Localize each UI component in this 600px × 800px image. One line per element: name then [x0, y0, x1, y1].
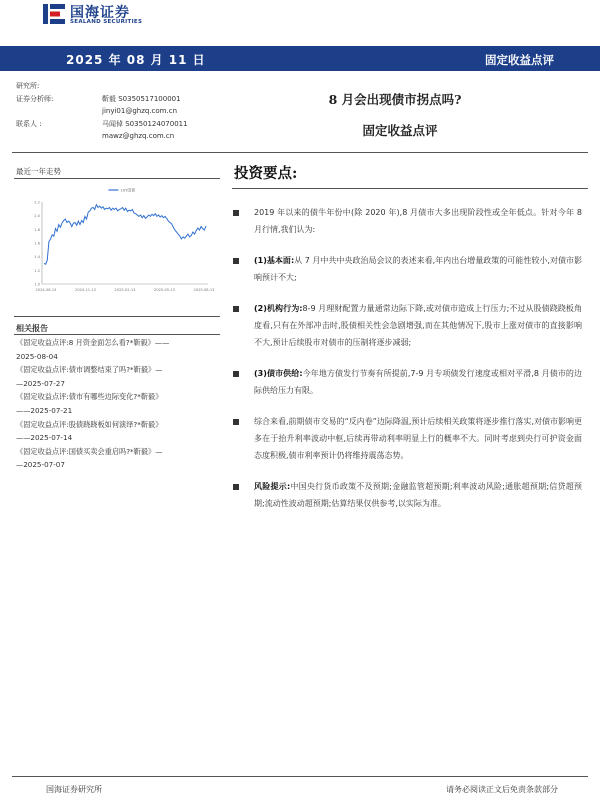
y-tick-label: 1.8	[34, 227, 40, 232]
bullet-square-icon	[233, 210, 239, 216]
company-logo	[42, 2, 160, 26]
report-date: 2025 年 08 月 11 日	[66, 53, 206, 67]
related-report-line: 《固定收益点评:债市调整结束了吗?*靳毅》—	[16, 365, 163, 375]
key-point	[232, 301, 582, 351]
sidebar-divider	[14, 334, 220, 335]
key-point	[232, 205, 582, 238]
y-tick-label: 2.2	[34, 200, 40, 205]
related-report-date: ——2025-07-14	[16, 433, 73, 443]
x-tick-label: 2024-11-13	[75, 288, 96, 292]
related-report-date: 2025-08-04	[16, 351, 58, 361]
related-reports-heading: 相关报告	[16, 324, 48, 333]
x-tick-label: 2025-05-13	[154, 288, 175, 292]
key-points-divider	[232, 188, 588, 189]
report-type: 固定收益点评	[485, 53, 554, 67]
report-subtitle: 固定收益点评	[362, 123, 438, 138]
bullet-square-icon	[233, 306, 239, 312]
key-point-lead: (1)基本面:	[254, 256, 295, 266]
y-tick-label: 1.6	[34, 241, 40, 246]
bullet-square-icon	[233, 419, 239, 425]
logo-mark-icon	[42, 2, 66, 26]
related-report-date: —2025-07-07	[16, 460, 65, 470]
related-reports-list	[16, 336, 222, 472]
x-tick-label: 2025-02-13	[114, 288, 136, 292]
author-label: 研究所:	[16, 82, 40, 90]
key-point-text: 8-9 月理财配置力量通常边际下降,或对债市造成上行压力;不过从股债跷跷板角度看,只有在外部冲击时,股债相关性会急剧增强,而在其他情况下,股市上涨对债市的直接影响不大,预计后续股市对债市的压制将逐步减弱;	[254, 304, 582, 347]
author-value: 马闻倬 S0350124070011	[102, 119, 188, 128]
trend-heading: 最近一年走势	[16, 167, 61, 176]
trend-chart	[28, 184, 214, 298]
sidebar-divider	[14, 316, 220, 317]
key-point	[232, 479, 582, 512]
footer-divider	[12, 776, 588, 777]
related-report-line: 《固定收益点评:股债跷跷板如何演绎?*靳毅》	[16, 419, 163, 429]
y-tick-label: 1.0	[34, 282, 40, 287]
y-tick-label: 1.2	[34, 268, 40, 273]
key-points-heading: 投资要点:	[234, 165, 298, 182]
y-tick-label: 1.4	[34, 255, 40, 260]
report-title: 8 月会出现债市拐点吗?	[328, 92, 462, 107]
logo-name-en: SEALAND SECURITIES	[70, 19, 143, 25]
key-point	[232, 366, 582, 399]
x-tick-label: 2024-08-13	[35, 288, 57, 292]
header-divider	[12, 152, 588, 153]
related-report-date: ——2025-07-21	[16, 405, 73, 415]
legend-label: 10Y国债	[120, 187, 136, 193]
key-points-list	[232, 205, 582, 527]
author-label: 联系人 :	[16, 119, 42, 128]
sidebar-divider	[14, 178, 220, 179]
related-report-line: 《固定收益点评:国债买卖会重启吗?*靳毅》—	[16, 446, 163, 456]
author-value: 靳毅 S0350517100001	[102, 94, 181, 103]
key-point-text: 今年地方债发行节奏有所提前,7-9 月专项债发行速度或相对平滑,8 月债市的边际供给压力有限。	[254, 369, 583, 395]
key-point-lead: (2)机构行为:	[254, 304, 303, 314]
x-tick-label: 2025-08-13	[193, 288, 214, 292]
bullet-square-icon	[233, 371, 239, 377]
key-point-text: 从 7 月中共中央政治局会议的表述来看,年内出台增量政策的可能性较小,对债市影响预计不大;	[254, 256, 582, 282]
related-report-line: 《固定收益点评:8 月资金面怎么看?*靳毅》——	[16, 338, 170, 347]
author-email: jinyi01@ghzq.com.cn	[102, 107, 178, 115]
author-email: mawz@ghzq.com.cn	[102, 132, 175, 140]
bullet-square-icon	[233, 258, 239, 264]
y-tick-label: 2.0	[34, 214, 40, 219]
key-point-text: 综合来看,前期债市交易的“反内卷”边际降温,预计后续相关政策将逐步推行落实,对债市影响更多在于抬升利率波动中枢,后续再带动利率明显上行的概率不大。同时考虑到央行可护资金面态度积极,债市利率预计仍将维持震荡态势。	[254, 417, 582, 460]
key-point-text: 2019 年以来的债牛年份中(除 2020 年),8 月债市大多出现阶段性或全年低点。针对今年 8 月行情,我们认为:	[254, 208, 582, 234]
logo-name-cn: 国海证券	[70, 5, 130, 21]
footer-institute: 国海证券研究所	[46, 785, 102, 794]
footer-disclaimer: 请务必阅读正文后免责条款部分	[446, 785, 558, 794]
key-point-lead: 风险提示:	[254, 482, 291, 492]
related-report-line: 《固定收益点评:债市有哪些边际变化?*靳毅》	[16, 392, 163, 402]
bullet-square-icon	[233, 484, 239, 490]
author-label: 证券分析师:	[16, 94, 54, 103]
key-point-text: 中国央行货币政策不及预期;金融监管超预期;利率波动风险;通胀超预期;信贷超预期;流动性波动超预期;估算结果仅供参考,以实际为准。	[254, 482, 582, 508]
series-line	[44, 205, 206, 264]
key-point-lead: (3)债市供给:	[254, 369, 303, 379]
related-report-date: —2025-07-27	[16, 378, 65, 388]
key-point	[232, 414, 582, 464]
key-point	[232, 253, 582, 286]
